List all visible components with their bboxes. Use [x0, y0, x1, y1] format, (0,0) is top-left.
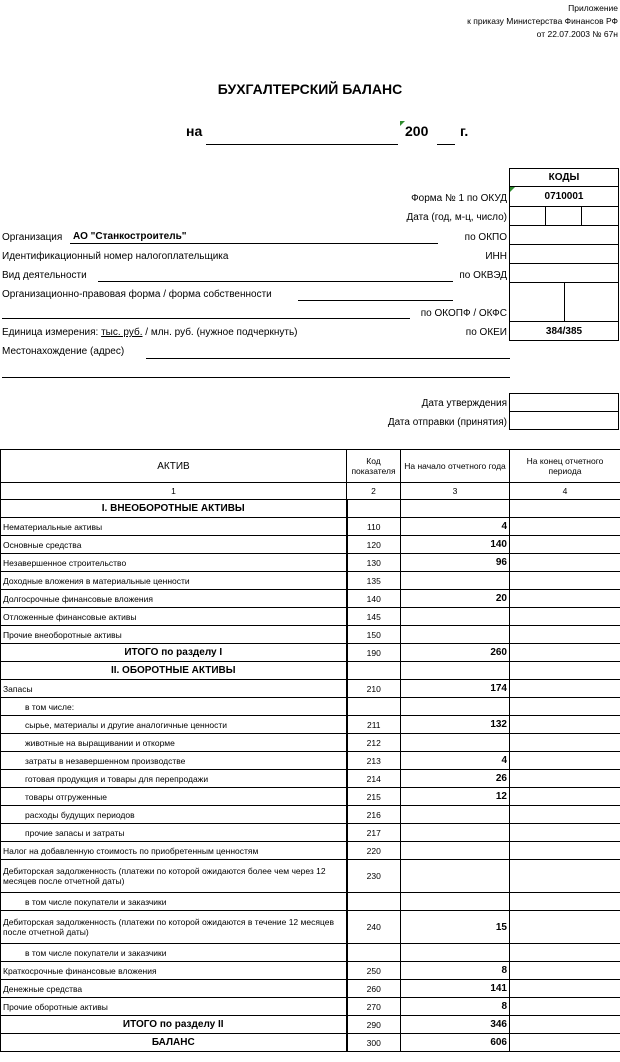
- activity-label: Вид деятельности: [2, 270, 87, 281]
- table-row: [1, 824, 620, 842]
- start-value-cell[interactable]: [401, 842, 510, 860]
- okfs-cell[interactable]: [564, 282, 619, 322]
- start-value-cell[interactable]: 4: [401, 518, 510, 536]
- col-header-code: Код показателя: [347, 450, 401, 483]
- code-cell: 217: [347, 824, 401, 842]
- start-value-cell[interactable]: [401, 860, 510, 893]
- end-value-cell[interactable]: [510, 536, 620, 554]
- row-label: Отложенные финансовые активы: [1, 608, 347, 626]
- start-value-cell[interactable]: [401, 500, 510, 518]
- row-label: Основные средства: [1, 536, 347, 554]
- legal-form-label: Организационно-правовая форма / форма собственности: [2, 289, 272, 300]
- start-value-cell[interactable]: [401, 608, 510, 626]
- inn-code-label: ИНН: [485, 251, 507, 262]
- total-label: ИТОГО по разделу II: [1, 1016, 347, 1034]
- inn-cell[interactable]: [509, 244, 619, 264]
- table-row: [1, 962, 620, 980]
- end-value-cell[interactable]: [510, 893, 620, 911]
- code-cell: 290: [347, 1016, 401, 1034]
- org-line: [70, 243, 438, 244]
- date-year: 200: [405, 123, 429, 139]
- start-value-cell[interactable]: 132: [401, 716, 510, 734]
- code-cell: [347, 662, 401, 680]
- table-row: [1, 662, 620, 680]
- okpo-label: по ОКПО: [464, 232, 507, 243]
- approval-line-3: от 22.07.2003 № 67н: [536, 29, 618, 39]
- date-prefix: на: [186, 123, 203, 139]
- table-row: [1, 734, 620, 752]
- code-cell: 230: [347, 860, 401, 893]
- row-label: сырье, материалы и другие аналогичные ценности: [1, 716, 347, 734]
- table-header-row: [1, 450, 620, 483]
- end-value-cell[interactable]: [510, 662, 620, 680]
- end-value-cell[interactable]: [510, 554, 620, 572]
- table-row: [1, 1034, 620, 1052]
- row-label: расходы будущих периодов: [1, 806, 347, 824]
- send-date-label: Дата отправки (принятия): [387, 417, 507, 428]
- start-value-cell[interactable]: [401, 824, 510, 842]
- start-value-cell[interactable]: 20: [401, 590, 510, 608]
- balance-table: [0, 449, 620, 1052]
- table-row: [1, 911, 620, 944]
- end-value-cell[interactable]: [510, 806, 620, 824]
- end-value-cell[interactable]: [510, 1034, 620, 1052]
- code-cell: 150: [347, 626, 401, 644]
- section-title: I. ВНЕОБОРОТНЫЕ АКТИВЫ: [1, 500, 347, 518]
- table-row: [1, 770, 620, 788]
- end-value-cell[interactable]: [510, 770, 620, 788]
- table-row: [1, 752, 620, 770]
- location-line-1: [146, 358, 510, 359]
- table-row: [1, 536, 620, 554]
- row-label: Доходные вложения в материальные ценности: [1, 572, 347, 590]
- okpo-cell[interactable]: [509, 225, 619, 245]
- code-cell: 260: [347, 980, 401, 998]
- okud-code-value: 0710001: [544, 191, 584, 202]
- end-value-cell[interactable]: [510, 1016, 620, 1034]
- start-value-cell[interactable]: [401, 626, 510, 644]
- table-row: [1, 980, 620, 998]
- end-value-cell[interactable]: [510, 734, 620, 752]
- row-label: Прочие оборотные активы: [1, 998, 347, 1016]
- end-value-cell[interactable]: [510, 518, 620, 536]
- row-label: животные на выращивании и откорме: [1, 734, 347, 752]
- approval-date-label: Дата утверждения: [421, 398, 507, 409]
- col-number-1: 1: [1, 483, 347, 500]
- code-cell: 300: [347, 1034, 401, 1052]
- code-cell: 215: [347, 788, 401, 806]
- location-label: Местонахождение (адрес): [2, 346, 125, 357]
- table-row: [1, 998, 620, 1016]
- org-label: Организация: [2, 232, 63, 243]
- unit-rest: / млн. руб. (нужное подчеркнуть): [145, 327, 298, 338]
- row-label: затраты в незавершенном производстве: [1, 752, 347, 770]
- end-value-cell[interactable]: [510, 716, 620, 734]
- okved-label: по ОКВЭД: [459, 270, 507, 281]
- start-value-cell[interactable]: 8: [401, 998, 510, 1016]
- unit-label: [2, 327, 298, 338]
- okopf-label: по ОКОПФ / ОКФС: [420, 308, 507, 319]
- start-value-cell[interactable]: [401, 698, 510, 716]
- row-label: Незавершенное строительство: [1, 554, 347, 572]
- okved-cell[interactable]: [509, 263, 619, 283]
- code-cell: [347, 500, 401, 518]
- table-row: [1, 626, 620, 644]
- send-date-cell[interactable]: [509, 411, 619, 430]
- table-row: [1, 518, 620, 536]
- code-cell: 250: [347, 962, 401, 980]
- row-label: Запасы: [1, 680, 347, 698]
- activity-line: [98, 281, 453, 282]
- row-label: в том числе покупатели и заказчики: [1, 893, 347, 911]
- start-value-cell[interactable]: [401, 572, 510, 590]
- end-value-cell[interactable]: [510, 590, 620, 608]
- row-label: Денежные средства: [1, 980, 347, 998]
- code-cell: 213: [347, 752, 401, 770]
- code-cell: 135: [347, 572, 401, 590]
- okei-label: по ОКЕИ: [465, 327, 507, 338]
- location-line-2: [2, 377, 510, 378]
- legal-form-line-1: [298, 300, 453, 301]
- code-cell: 270: [347, 998, 401, 1016]
- row-label: товары отгруженные: [1, 788, 347, 806]
- col-number-3: 3: [401, 483, 510, 500]
- end-value-cell[interactable]: [510, 824, 620, 842]
- end-value-cell[interactable]: [510, 698, 620, 716]
- end-value-cell[interactable]: [510, 752, 620, 770]
- section-title: II. ОБОРОТНЫЕ АКТИВЫ: [1, 662, 347, 680]
- col-number-2: 2: [347, 483, 401, 500]
- code-cell: 212: [347, 734, 401, 752]
- okud-code-cell: [509, 186, 619, 207]
- row-label: прочие запасы и затраты: [1, 824, 347, 842]
- end-value-cell[interactable]: [510, 644, 620, 662]
- row-label: в том числе покупатели и заказчики: [1, 944, 347, 962]
- row-label: Дебиторская задолженность (платежи по которой ожидаются в течение 12 месяцев после отчетной даты): [1, 911, 347, 944]
- date-input-line[interactable]: [206, 144, 398, 145]
- start-value-cell[interactable]: [401, 734, 510, 752]
- end-value-cell[interactable]: [510, 860, 620, 893]
- start-value-cell[interactable]: 174: [401, 680, 510, 698]
- code-cell: 210: [347, 680, 401, 698]
- table-row: [1, 806, 620, 824]
- start-value-cell[interactable]: 96: [401, 554, 510, 572]
- okei-cell: 384/385: [509, 321, 619, 341]
- start-value-cell[interactable]: 260: [401, 644, 510, 662]
- date-suffix: г.: [460, 123, 469, 139]
- row-label: в том числе:: [1, 698, 347, 716]
- date-day-cell[interactable]: [509, 206, 546, 226]
- row-label: Прочие внеоборотные активы: [1, 626, 347, 644]
- start-value-cell[interactable]: 140: [401, 536, 510, 554]
- end-value-cell[interactable]: [510, 842, 620, 860]
- table-row: [1, 590, 620, 608]
- table-row: [1, 644, 620, 662]
- table-row: [1, 680, 620, 698]
- row-label: Нематериальные активы: [1, 518, 347, 536]
- start-value-cell[interactable]: 8: [401, 962, 510, 980]
- approval-note: [467, 2, 618, 41]
- row-label: Долгосрочные финансовые вложения: [1, 590, 347, 608]
- start-value-cell[interactable]: [401, 944, 510, 962]
- okud-label: Форма № 1 по ОКУД: [411, 193, 507, 204]
- row-label: готовая продукция и товары для перепродажи: [1, 770, 347, 788]
- end-value-cell[interactable]: [510, 998, 620, 1016]
- row-label: Дебиторская задолженность (платежи по которой ожидаются более чем через 12 месяцев после отчетной даты): [1, 860, 347, 893]
- end-value-cell[interactable]: [510, 788, 620, 806]
- table-row: [1, 944, 620, 962]
- table-row: [1, 572, 620, 590]
- code-cell: 130: [347, 554, 401, 572]
- table-row: [1, 608, 620, 626]
- col-number-4: 4: [510, 483, 620, 500]
- row-label: Краткосрочные финансовые вложения: [1, 962, 347, 980]
- table-row: [1, 698, 620, 716]
- start-value-cell[interactable]: [401, 893, 510, 911]
- table-row: [1, 860, 620, 893]
- start-value-cell[interactable]: 15: [401, 911, 510, 944]
- start-value-cell[interactable]: [401, 662, 510, 680]
- code-cell: 110: [347, 518, 401, 536]
- end-value-cell[interactable]: [510, 608, 620, 626]
- end-value-cell[interactable]: [510, 500, 620, 518]
- code-cell: [347, 944, 401, 962]
- balance-table-body: [1, 500, 620, 1052]
- code-cell: [347, 893, 401, 911]
- start-value-cell[interactable]: 346: [401, 1016, 510, 1034]
- end-value-cell[interactable]: [510, 572, 620, 590]
- code-cell: [347, 698, 401, 716]
- end-value-cell[interactable]: [510, 980, 620, 998]
- end-value-cell[interactable]: [510, 944, 620, 962]
- start-value-cell[interactable]: 141: [401, 980, 510, 998]
- code-cell: 190: [347, 644, 401, 662]
- approval-date-cell[interactable]: [509, 393, 619, 412]
- table-row: [1, 788, 620, 806]
- table-row: [1, 500, 620, 518]
- table-row: [1, 893, 620, 911]
- row-label: Налог на добавленную стоимость по приобретенным ценностям: [1, 842, 347, 860]
- legal-form-line-2: [2, 318, 410, 319]
- code-cell: 214: [347, 770, 401, 788]
- okopf-cell[interactable]: [509, 282, 565, 322]
- start-value-cell[interactable]: 4: [401, 752, 510, 770]
- end-value-cell[interactable]: [510, 626, 620, 644]
- start-value-cell[interactable]: 12: [401, 788, 510, 806]
- unit-selected: тыс. руб.: [101, 327, 143, 338]
- code-cell: 220: [347, 842, 401, 860]
- total-label: БАЛАНС: [1, 1034, 347, 1052]
- approval-line-1: Приложение: [568, 3, 618, 13]
- col-header-asset: АКТИВ: [1, 450, 347, 483]
- start-value-cell[interactable]: 26: [401, 770, 510, 788]
- org-value: АО "Станкостроитель": [73, 231, 187, 242]
- codes-header: КОДЫ: [509, 168, 619, 187]
- table-row: [1, 842, 620, 860]
- col-number-row: [1, 483, 620, 500]
- end-value-cell[interactable]: [510, 680, 620, 698]
- year-input-line[interactable]: [437, 144, 455, 145]
- code-cell: 216: [347, 806, 401, 824]
- code-cell: 145: [347, 608, 401, 626]
- unit-label-prefix: Единица измерения:: [2, 327, 99, 338]
- end-value-cell[interactable]: [510, 962, 620, 980]
- page-title: БУХГАЛТЕРСКИЙ БАЛАНС: [217, 81, 403, 97]
- approval-line-2: к приказу Министерства Финансов РФ: [467, 16, 618, 26]
- inn-label: Идентификационный номер налогоплательщика: [2, 251, 229, 262]
- table-row: [1, 1016, 620, 1034]
- code-cell: 140: [347, 590, 401, 608]
- total-label: ИТОГО по разделу I: [1, 644, 347, 662]
- table-row: [1, 716, 620, 734]
- date-label: Дата (год, м-ц, число): [406, 212, 507, 223]
- date-year-cell[interactable]: [581, 206, 619, 226]
- start-value-cell[interactable]: 606: [401, 1034, 510, 1052]
- date-month-cell[interactable]: [545, 206, 582, 226]
- code-cell: 240: [347, 911, 401, 944]
- col-header-start: На начало отчетного года: [401, 450, 510, 483]
- table-row: [1, 554, 620, 572]
- code-cell: 211: [347, 716, 401, 734]
- col-header-end: На конец отчетного периода: [510, 450, 620, 483]
- code-cell: 120: [347, 536, 401, 554]
- start-value-cell[interactable]: [401, 806, 510, 824]
- end-value-cell[interactable]: [510, 911, 620, 944]
- cell-comment-marker: [510, 187, 515, 192]
